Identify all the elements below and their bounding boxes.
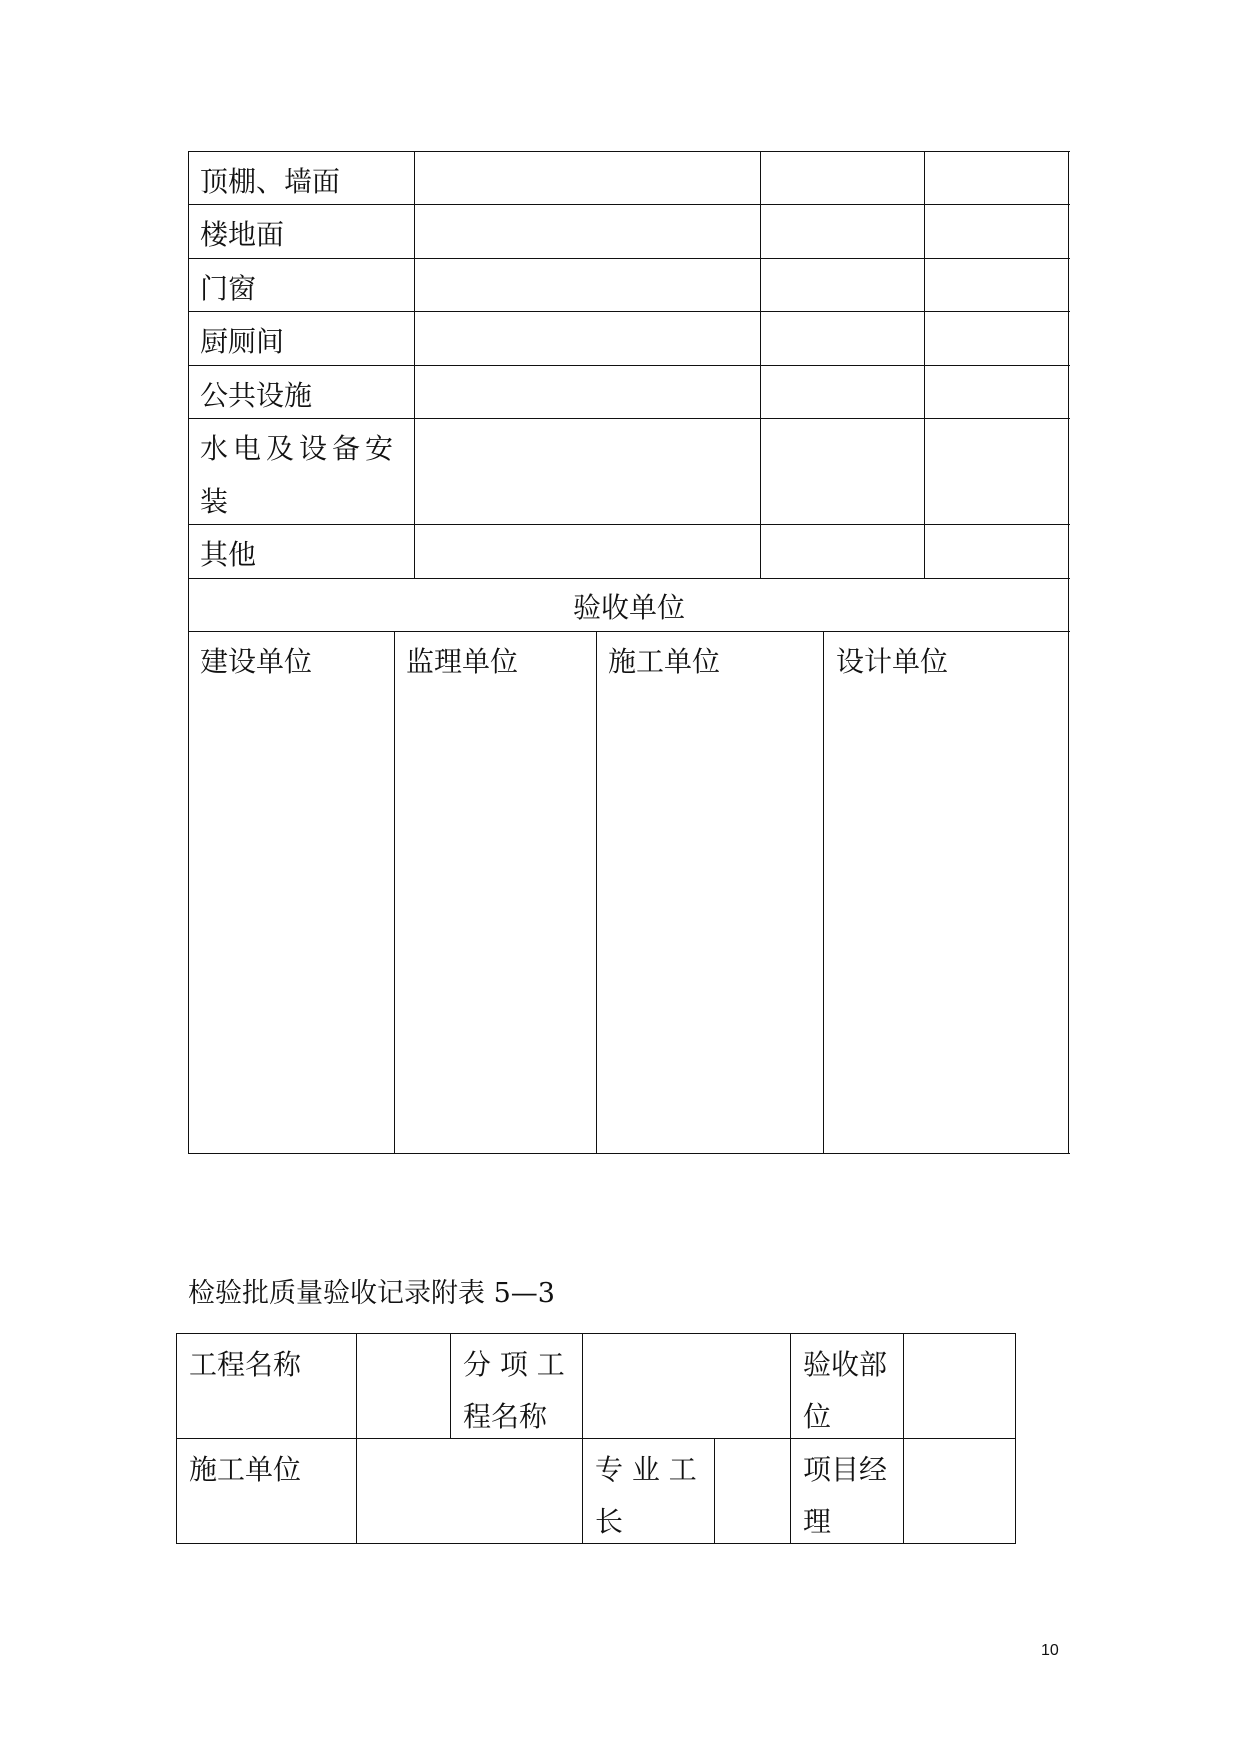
table-divider	[903, 1333, 904, 1543]
table-divider	[760, 151, 761, 578]
unit-label-supervisor: 监理单位	[406, 645, 519, 678]
construction-unit-label: 施工单位	[189, 1453, 302, 1486]
table-divider	[188, 524, 1070, 525]
table-divider	[596, 631, 597, 1153]
unit-label-contractor: 施工单位	[608, 645, 721, 678]
foreman-label-cont: 长	[595, 1505, 624, 1538]
table-divider	[188, 258, 1070, 259]
table-border	[188, 151, 1070, 152]
table-divider	[188, 365, 1070, 366]
section-title: 检验批质量验收记录附表 5—3	[188, 1278, 555, 1309]
row-label-ceiling-wall: 顶棚、墙面	[200, 165, 341, 198]
table-divider	[188, 578, 1070, 579]
table-divider	[924, 151, 925, 578]
table-border	[188, 1153, 1070, 1154]
sub-item-name-label: 分 项 工	[463, 1348, 565, 1381]
row-label-plumbing-electrical-cont: 装	[200, 485, 229, 518]
sub-item-name-label-cont: 程名称	[463, 1400, 548, 1433]
project-manager-label-cont: 理	[803, 1505, 832, 1538]
row-label-other: 其他	[200, 538, 257, 571]
unit-label-designer: 设计单位	[836, 645, 949, 678]
table-divider	[582, 1333, 583, 1438]
table-divider	[450, 1333, 451, 1438]
table-border	[188, 151, 189, 1153]
table-divider	[714, 1438, 715, 1543]
table-divider	[823, 631, 824, 1153]
row-label-doors-windows: 门窗	[200, 272, 257, 305]
table-divider	[394, 631, 395, 1153]
page-number: 10	[1041, 1642, 1059, 1659]
table-border	[176, 1333, 1016, 1334]
table-border	[176, 1333, 177, 1543]
acceptance-part-label-cont: 位	[803, 1400, 832, 1433]
foreman-label: 专 业 工	[595, 1453, 697, 1486]
row-label-kitchen-toilet: 厨厕间	[200, 325, 285, 358]
table-divider	[188, 204, 1070, 205]
row-label-plumbing-electrical: 水电及设备安	[200, 432, 399, 465]
table-divider	[356, 1333, 357, 1543]
row-label-public-facilities: 公共设施	[200, 379, 313, 412]
table-divider	[790, 1333, 791, 1543]
table-border	[1015, 1333, 1016, 1543]
acceptance-units-header: 验收单位	[572, 591, 685, 624]
project-name-label: 工程名称	[189, 1348, 302, 1381]
table-divider	[414, 151, 415, 578]
table-divider	[188, 311, 1070, 312]
table-divider	[188, 631, 1070, 632]
table-divider	[582, 1438, 583, 1543]
acceptance-part-label: 验收部	[803, 1348, 888, 1381]
project-manager-label: 项目经	[803, 1453, 888, 1486]
table-divider	[176, 1438, 1016, 1439]
table-divider	[188, 418, 1070, 419]
row-label-floor: 楼地面	[200, 218, 285, 251]
table-border	[1068, 151, 1069, 1153]
table-border	[176, 1543, 1016, 1544]
unit-label-owner: 建设单位	[200, 645, 313, 678]
